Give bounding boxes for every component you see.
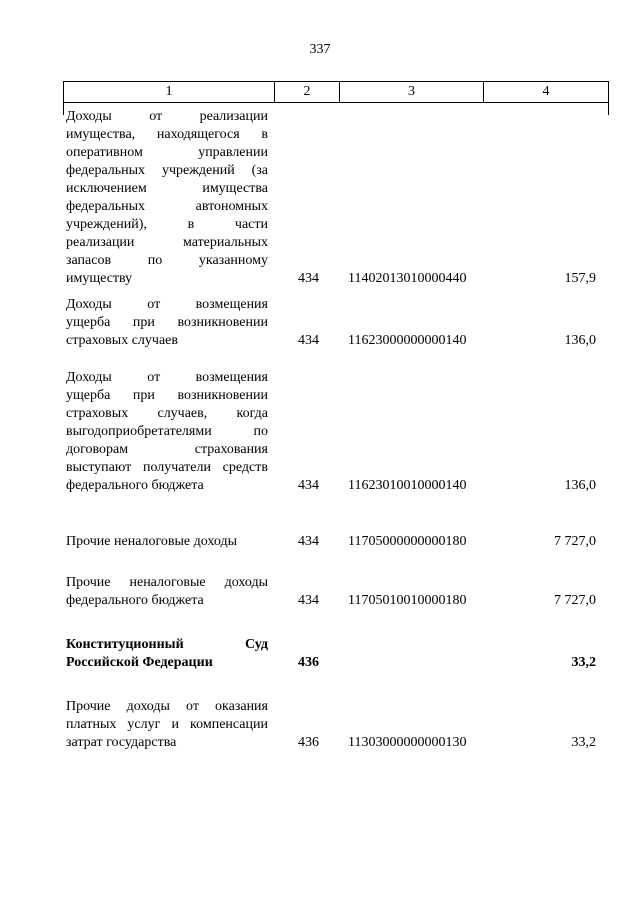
revenue-name-line: запасов по указанному	[66, 253, 268, 268]
revenue-name-line: реализации материальных	[66, 235, 268, 250]
amount-value: 7 727,0	[554, 593, 596, 608]
revenue-name-line: исключением имущества	[66, 181, 268, 196]
revenue-name-line: ущерба при возникновении	[66, 315, 268, 330]
revenue-name	[66, 108, 268, 288]
revenue-name	[66, 369, 268, 495]
table-border-left	[63, 103, 64, 115]
revenue-name-line: выгодоприобретателями по	[66, 424, 268, 439]
revenue-name-line: федерального бюджета	[66, 478, 204, 493]
revenue-name-line: договорам страхования	[66, 442, 268, 457]
table-border-right	[608, 103, 609, 115]
budget-classification-code: 11402013010000440	[348, 271, 467, 286]
revenue-name-line: имуществу	[66, 271, 133, 286]
amount-value: 33,2	[571, 655, 596, 670]
revenue-name-line: Конституционный Суд	[66, 637, 268, 652]
revenue-name-line: выступают получатели средств	[66, 460, 268, 475]
page-number: 337	[309, 42, 331, 57]
revenue-name	[66, 296, 268, 350]
revenue-name-line: федеральных автономных	[66, 199, 268, 214]
budget-classification-code: 11623000000000140	[348, 333, 467, 348]
revenue-name-line: имущества, находящегося в	[66, 127, 268, 142]
revenue-name-line: Доходы от возмещения	[66, 297, 268, 312]
admin-code: 436	[298, 655, 319, 670]
revenue-name-line: оперативном управлении	[66, 145, 268, 160]
amount-value: 7 727,0	[554, 534, 596, 549]
amount-value: 33,2	[571, 735, 596, 750]
revenue-name-line: страховых случаев, когда	[66, 406, 268, 421]
revenue-name	[66, 574, 268, 610]
amount-value: 157,9	[564, 271, 596, 286]
admin-code: 434	[298, 333, 319, 348]
budget-classification-code: 11705010010000180	[348, 593, 467, 608]
amount-value: 136,0	[564, 333, 596, 348]
revenue-name	[66, 636, 268, 672]
amount-value: 136,0	[564, 478, 596, 493]
admin-code: 434	[298, 534, 319, 549]
revenue-name-line: Прочие неналоговые доходы	[66, 534, 238, 549]
budget-classification-code: 11303000000000130	[348, 735, 467, 750]
revenue-name-line: Прочие доходы от оказания	[66, 699, 268, 714]
admin-code: 434	[298, 593, 319, 608]
admin-code: 436	[298, 735, 319, 750]
admin-code: 434	[298, 478, 319, 493]
revenue-name-line: страховых случаев	[66, 333, 178, 348]
column-header-2: 2	[275, 82, 340, 102]
revenue-name	[66, 698, 268, 752]
admin-code: 434	[298, 271, 319, 286]
revenue-name-line: федеральных учреждений (за	[66, 163, 268, 178]
revenue-name	[66, 533, 268, 551]
revenue-name-line: Российской Федерации	[66, 655, 213, 670]
column-header-3: 3	[340, 82, 484, 102]
revenue-name-line: Доходы от реализации	[66, 109, 268, 124]
budget-classification-code: 11705000000000180	[348, 534, 467, 549]
budget-classification-code: 11623010010000140	[348, 478, 467, 493]
table-header	[63, 81, 609, 103]
revenue-name-line: Прочие неналоговые доходы	[66, 575, 268, 590]
revenue-name-line: Доходы от возмещения	[66, 370, 268, 385]
revenue-name-line: затрат государства	[66, 735, 177, 750]
column-header-1: 1	[64, 82, 275, 102]
column-header-4: 4	[542, 84, 550, 99]
revenue-name-line: платных услуг и компенсации	[66, 717, 268, 732]
revenue-name-line: федерального бюджета	[66, 593, 204, 608]
revenue-name-line: ущерба при возникновении	[66, 388, 268, 403]
revenue-name-line: учреждений), в части	[66, 217, 268, 232]
